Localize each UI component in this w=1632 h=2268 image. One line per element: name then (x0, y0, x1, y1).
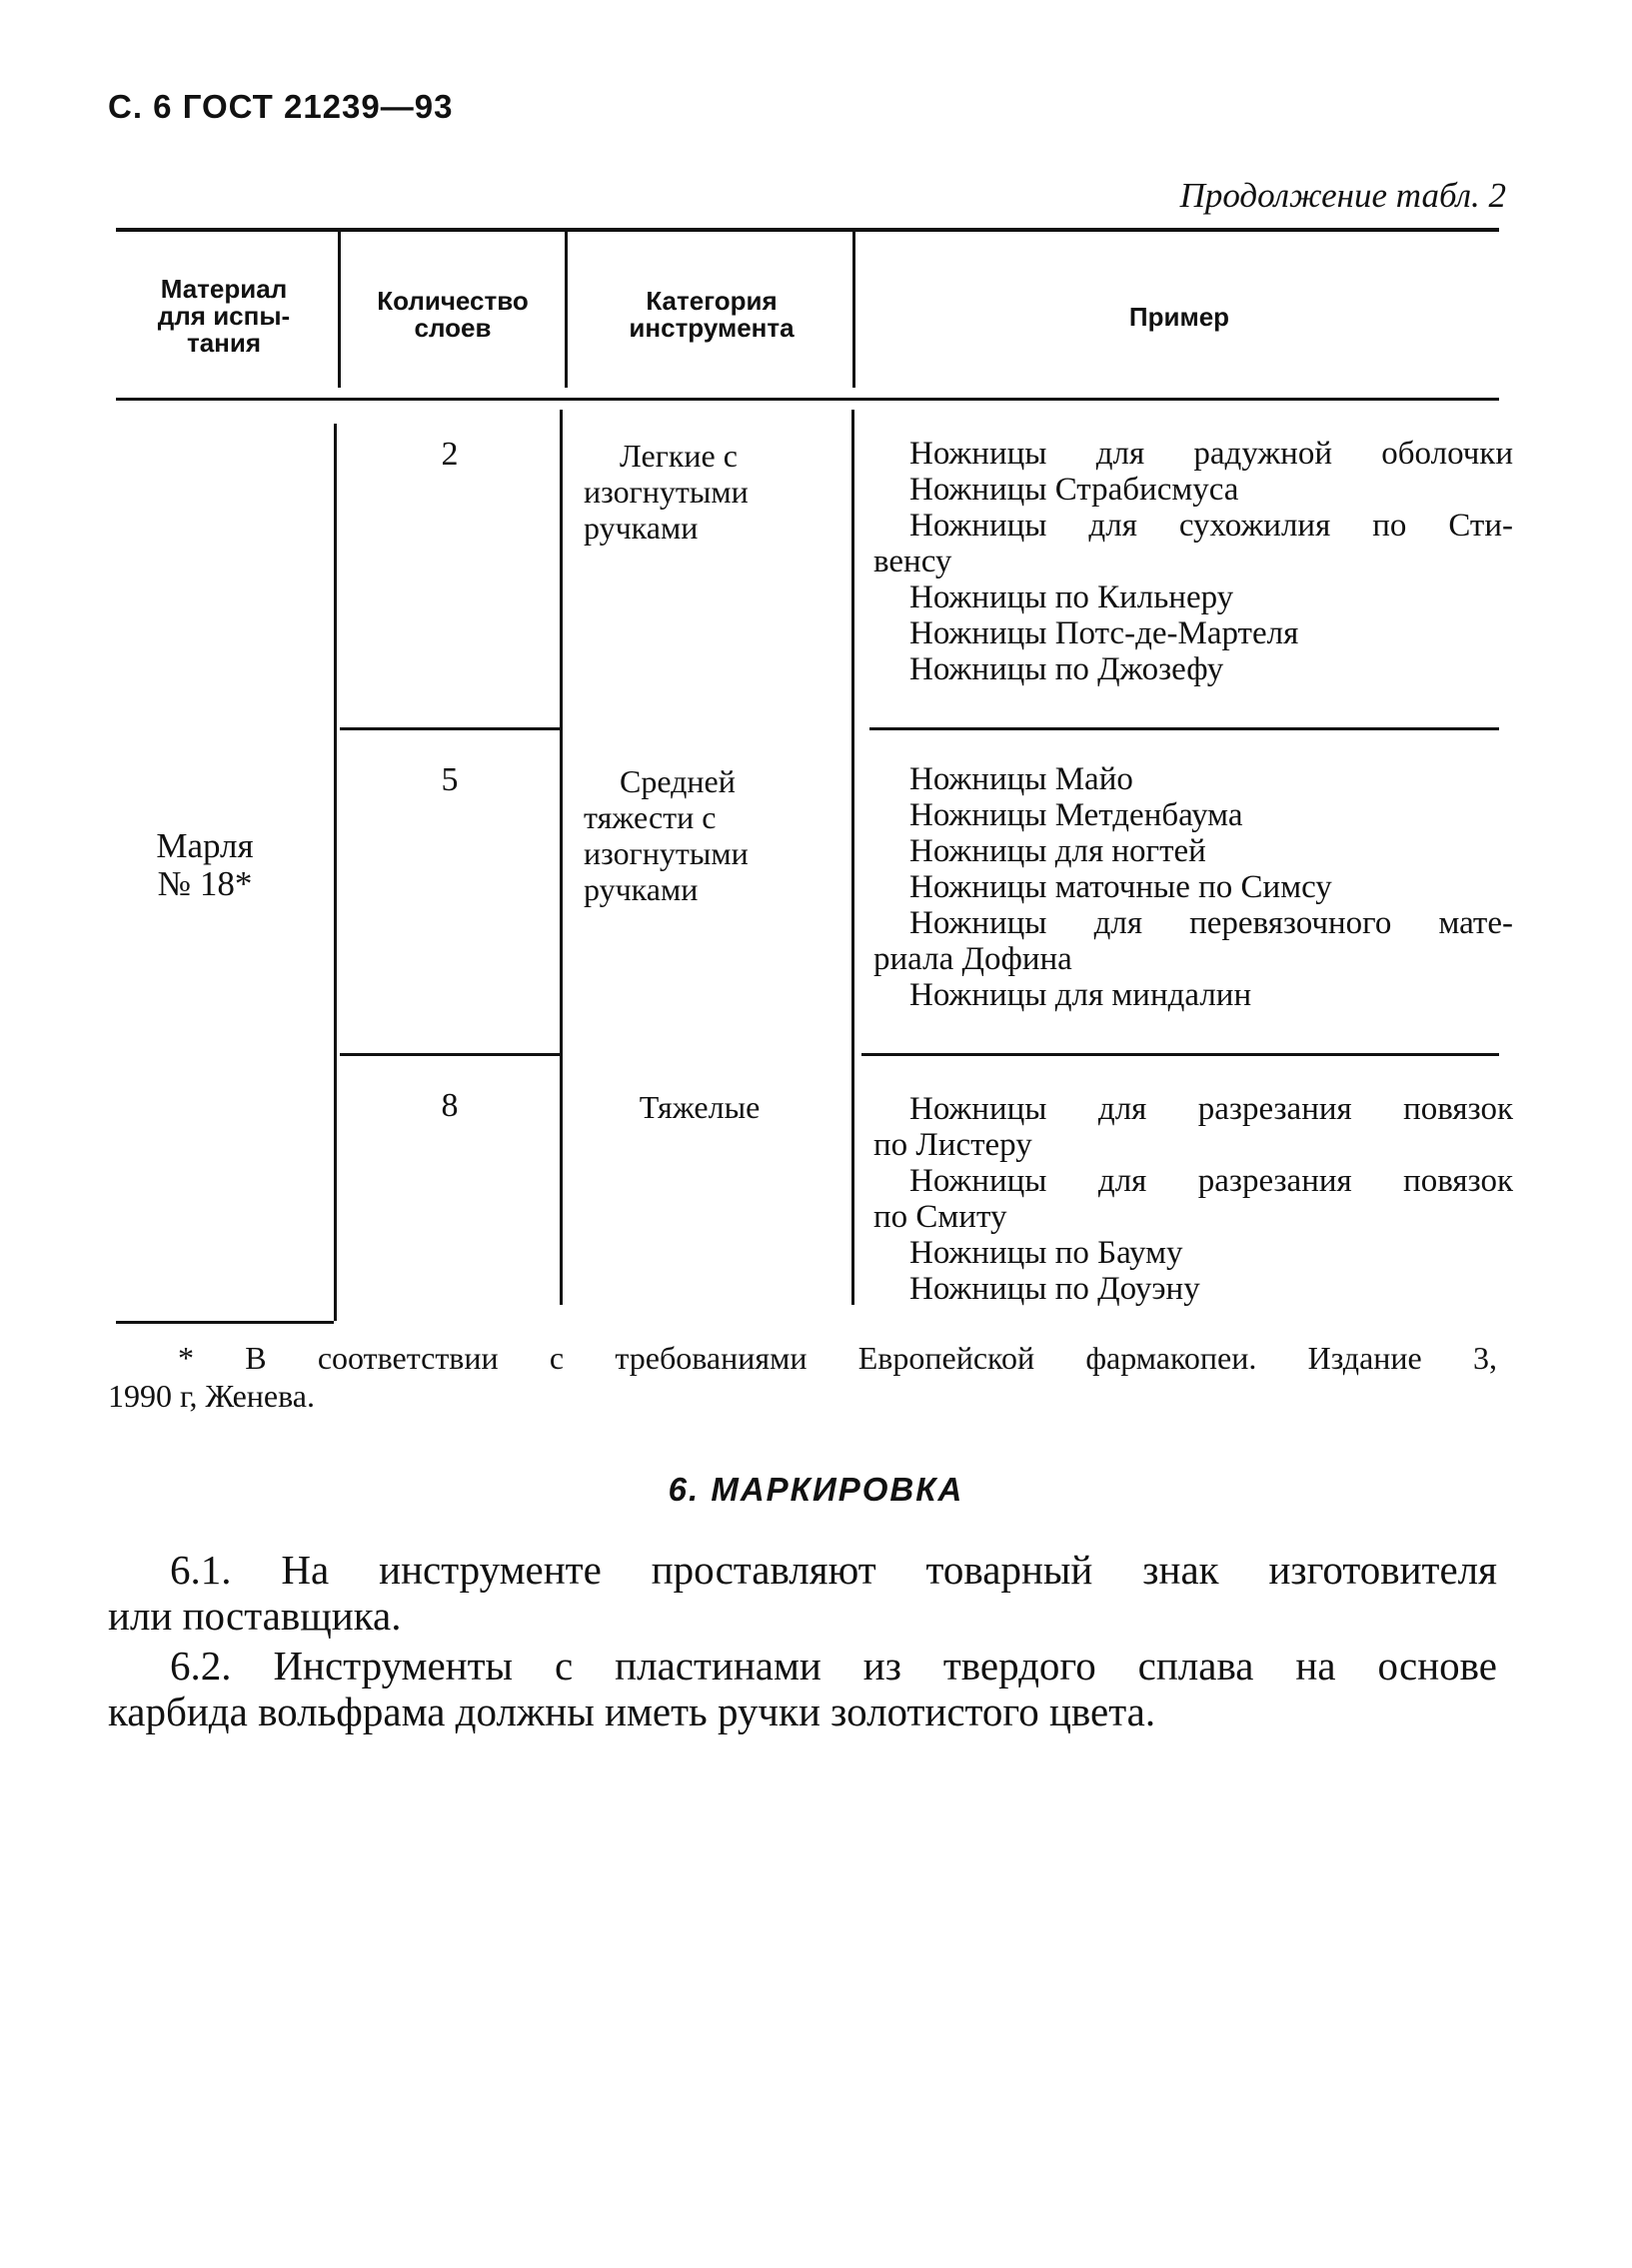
row-divider-2-layers (340, 1053, 560, 1056)
row-divider-2-examples (861, 1053, 1499, 1056)
table-row-2-examples: Ножницы Майо Ножницы Метденбаума Ножницы для ногтей Ножницы маточные по Симсу Ножницы для перевязочного мате- риала Дофина Ножницы для миндалин (873, 761, 1513, 1013)
column-header-material: Материал для испы- тания (157, 274, 291, 358)
section-title: 6. МАРКИРОВКА (668, 1471, 964, 1508)
table-row-1-examples: Ножницы для радужной оболочки Ножницы Страбисмуса Ножницы для сухожилия по Сти- венсу Ножницы по Кильнеру Ножницы Потс-де-Мартеля Ножницы по Джозефу (873, 436, 1513, 687)
column-header-layers: Количество слоев (377, 286, 529, 343)
row-divider-1-examples (869, 727, 1499, 730)
table-row-3-category: Тяжелые (639, 1089, 761, 1125)
table-header-rule (116, 398, 1499, 401)
table-row-2-layers: 5 (441, 761, 459, 798)
column-header-example: Пример (1128, 302, 1230, 332)
col-divider-2 (565, 228, 568, 388)
col-divider-3 (852, 228, 855, 388)
table-row-1-layers: 2 (441, 436, 459, 473)
footnote-rule (116, 1321, 334, 1324)
table-row-3-examples: Ножницы для разрезания повязок по Листеру Ножницы для разрезания повязок по Смиту Ножницы по Бауму Ножницы по Доуэну (873, 1091, 1513, 1307)
col-divider-1 (338, 228, 341, 388)
page-reference: С. 6 ГОСТ 21239—93 (108, 88, 454, 125)
footnote: * В соответствии с требованиями Европейской фармакопеи. Издание 3, 1990 г, Женева. (108, 1340, 1497, 1414)
paragraph-6-2: 6.2. Инструменты с пластинами из твердого сплава на основе карбида вольфрама должны иметь ручки золотистого цвета. (108, 1643, 1497, 1734)
table-continuation-label: Продолжение табл. 2 (1179, 176, 1506, 215)
row-divider-1-layers (340, 727, 560, 730)
material-cell: Марля № 18* (156, 826, 254, 903)
column-header-category: Категория инструмента (629, 286, 795, 343)
paragraph-6-1: 6.1. На инструменте проставляют товарный знак изготовителя или поставщика. (108, 1547, 1497, 1639)
col-divider-2-body (560, 410, 563, 1305)
table-row-1-category: Легкие с изогнутыми ручками (584, 438, 749, 546)
col-divider-1-body (334, 424, 337, 1321)
table-row-2-category: Средней тяжести с изогнутыми ручками (584, 763, 749, 907)
table-top-rule (116, 228, 1499, 232)
col-divider-3-body (851, 410, 854, 1305)
table-row-3-layers: 8 (441, 1087, 459, 1124)
